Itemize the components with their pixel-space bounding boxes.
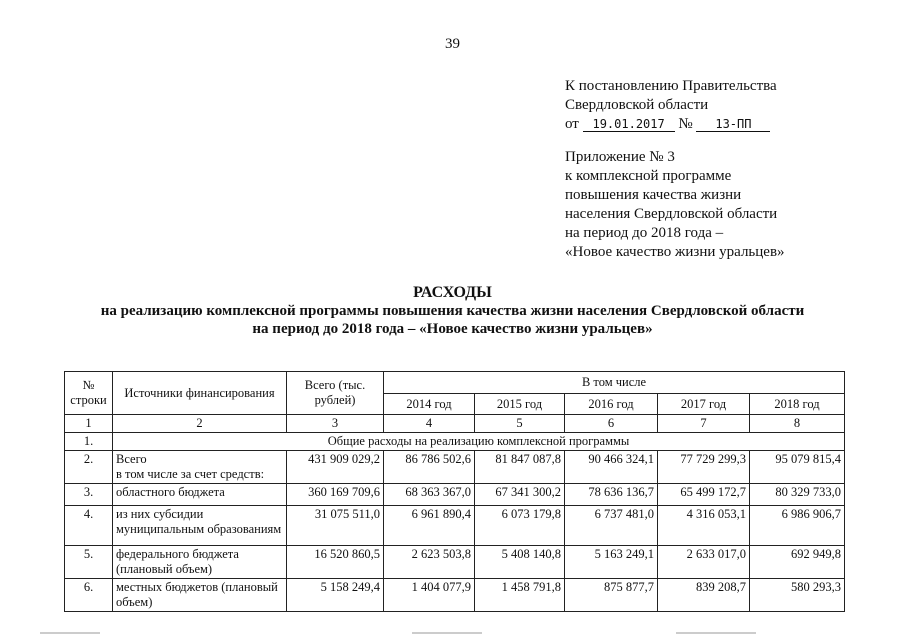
cell-total: 5 158 249,4 (287, 579, 384, 612)
title-line-2: на реализацию комплексной программы повышения качества жизни населения Свердловской области (100, 303, 805, 319)
cell-total: 16 520 860,5 (287, 546, 384, 579)
decree-date: 19.01.2017 (583, 117, 675, 132)
table-row (65, 579, 845, 612)
cell-2014: 86 786 502,6 (384, 451, 475, 484)
cell-2014: 6 961 890,4 (384, 506, 475, 546)
header-year-2015: 2015 год (475, 394, 565, 415)
row-source: областного бюджета (113, 484, 287, 506)
column-number: 5 (475, 415, 565, 433)
cell-2017: 839 208,7 (658, 579, 750, 612)
decree-line-3 (565, 115, 777, 134)
decree-number-label: № (678, 116, 693, 132)
cell-2018: 95 079 815,4 (750, 451, 845, 484)
header-year-2018: 2018 год (750, 394, 845, 415)
cell-2016: 6 737 481,0 (565, 506, 658, 546)
decree-line-1: К постановлению Правительства (565, 78, 777, 94)
cell-2017: 77 729 299,3 (658, 451, 750, 484)
appendix-line-5: на период до 2018 года – (565, 225, 724, 241)
section-row (65, 433, 845, 451)
cell-2014: 68 363 367,0 (384, 484, 475, 506)
scan-edge-line (40, 632, 100, 634)
document-title (0, 284, 905, 338)
row-number: 3. (65, 484, 113, 506)
cell-total: 360 169 709,6 (287, 484, 384, 506)
cell-2015: 81 847 087,8 (475, 451, 565, 484)
cell-2018: 6 986 906,7 (750, 506, 845, 546)
appendix-line-1: Приложение № 3 (565, 149, 675, 165)
row-number: 6. (65, 579, 113, 612)
table-row (65, 546, 845, 579)
cell-2017: 2 633 017,0 (658, 546, 750, 579)
appendix-line-2: к комплексной программе (565, 168, 732, 184)
decree-number: 13-ПП (696, 117, 770, 132)
appendix-block (565, 148, 785, 262)
decree-line-2: Свердловской области (565, 97, 709, 113)
cell-total: 31 075 511,0 (287, 506, 384, 546)
column-number: 2 (113, 415, 287, 433)
decree-from-label: от (565, 116, 579, 132)
expenses-table (64, 371, 845, 612)
cell-2018: 80 329 733,0 (750, 484, 845, 506)
title-heading: РАСХОДЫ (413, 284, 492, 301)
cell-2015: 6 073 179,8 (475, 506, 565, 546)
row-source: из них субсидии муниципальным образованиям (113, 506, 287, 546)
row-number: 1. (65, 433, 113, 451)
cell-2016: 90 466 324,1 (565, 451, 658, 484)
cell-2014: 1 404 077,9 (384, 579, 475, 612)
cell-2018: 580 293,3 (750, 579, 845, 612)
cell-2015: 67 341 300,2 (475, 484, 565, 506)
column-number: 8 (750, 415, 845, 433)
header-total: Всего (тыс. рублей) (287, 372, 384, 415)
table-row (65, 506, 845, 546)
table-row (65, 484, 845, 506)
row-number: 4. (65, 506, 113, 546)
cell-2016: 5 163 249,1 (565, 546, 658, 579)
page-number: 39 (445, 36, 460, 52)
section-title: Общие расходы на реализацию комплексной программы (113, 433, 845, 451)
header-year-2017: 2017 год (658, 394, 750, 415)
column-numbers-row (65, 415, 845, 433)
scan-edge-line (676, 632, 756, 634)
decree-block (565, 77, 777, 134)
cell-total: 431 909 029,2 (287, 451, 384, 484)
row-source: федерального бюджета (плановый объем) (113, 546, 287, 579)
column-number: 6 (565, 415, 658, 433)
header-year-2014: 2014 год (384, 394, 475, 415)
column-number: 3 (287, 415, 384, 433)
appendix-line-3: повышения качества жизни (565, 187, 742, 203)
cell-2015: 1 458 791,8 (475, 579, 565, 612)
column-number: 4 (384, 415, 475, 433)
header-year-2016: 2016 год (565, 394, 658, 415)
cell-2017: 4 316 053,1 (658, 506, 750, 546)
cell-2014: 2 623 503,8 (384, 546, 475, 579)
header-row-number: № строки (65, 372, 113, 415)
title-line-3: на период до 2018 года – «Новое качество жизни уральцев» (252, 321, 653, 337)
cell-2018: 692 949,8 (750, 546, 845, 579)
header-including: В том числе (384, 372, 845, 394)
cell-2016: 78 636 136,7 (565, 484, 658, 506)
row-number: 2. (65, 451, 113, 484)
row-source: местных бюджетов (плановый объем) (113, 579, 287, 612)
appendix-line-6: «Новое качество жизни уральцев» (565, 244, 785, 260)
cell-2016: 875 877,7 (565, 579, 658, 612)
scan-edge-line (412, 632, 482, 634)
table-row (65, 451, 845, 484)
header-source: Источники финансирования (113, 372, 287, 415)
cell-2015: 5 408 140,8 (475, 546, 565, 579)
column-number: 1 (65, 415, 113, 433)
appendix-line-4: населения Свердловской области (565, 206, 778, 222)
column-number: 7 (658, 415, 750, 433)
cell-2017: 65 499 172,7 (658, 484, 750, 506)
row-number: 5. (65, 546, 113, 579)
row-source: Всего в том числе за счет средств: (113, 451, 287, 484)
